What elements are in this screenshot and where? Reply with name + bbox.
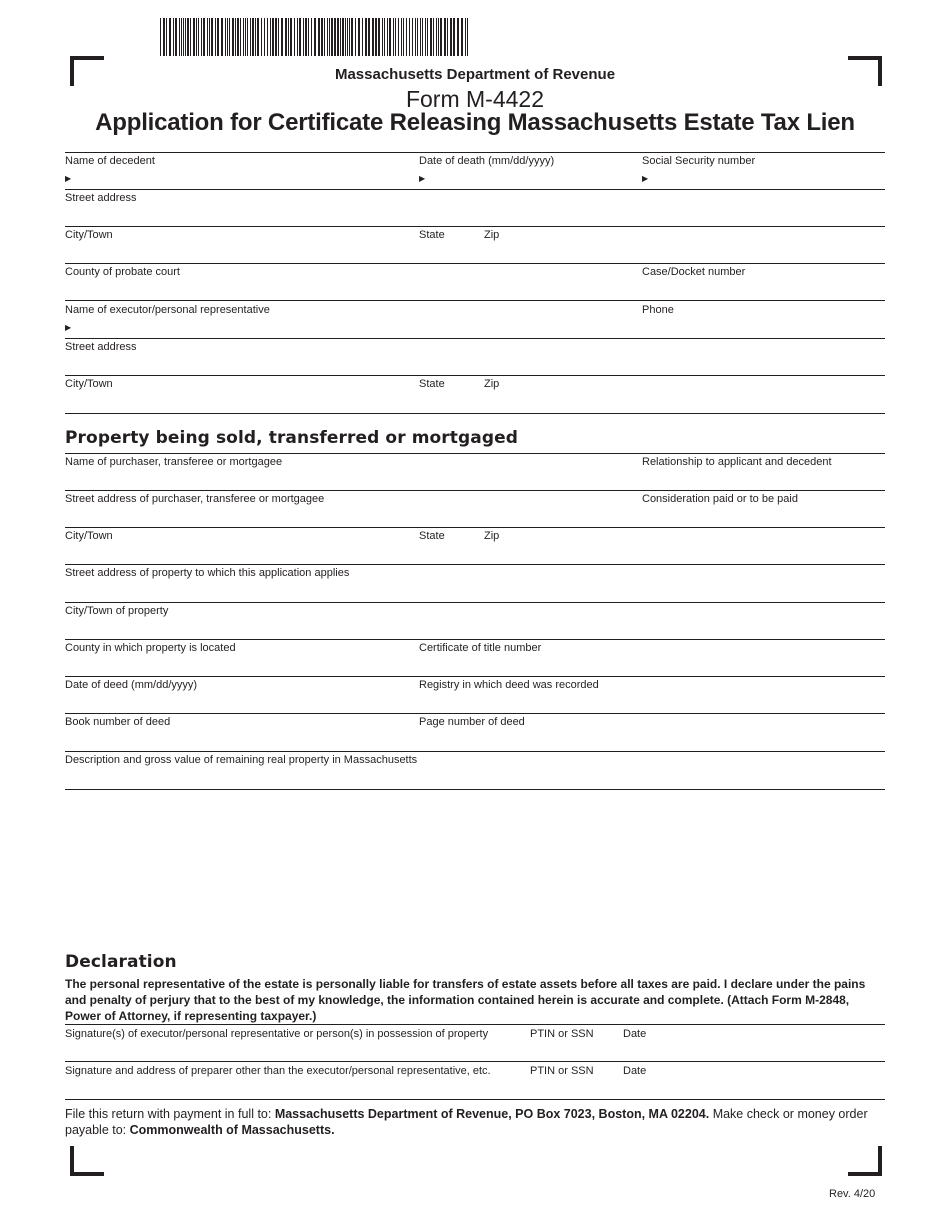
consideration-label: Consideration paid or to be paid bbox=[642, 493, 798, 505]
divider bbox=[65, 602, 885, 603]
ptin-ssn-label: PTIN or SSN bbox=[530, 1028, 594, 1040]
ssn-label: Social Security number bbox=[642, 155, 756, 167]
arrow-icon: ▶ bbox=[65, 323, 72, 332]
purchaser-state-label: State bbox=[419, 530, 445, 542]
filing-prefix: File this return with payment in full to: bbox=[65, 1107, 275, 1121]
purchaser-name-label: Name of purchaser, transferee or mortgagee bbox=[65, 456, 283, 468]
deed-date-label: Date of deed (mm/dd/yyyy) bbox=[65, 679, 198, 691]
divider bbox=[65, 1061, 885, 1062]
arrow-icon: ▶ bbox=[419, 174, 426, 183]
declaration-heading: Declaration bbox=[65, 952, 177, 972]
executor-signature-label: Signature(s) of executor/personal representative or person(s) in possession of property bbox=[65, 1028, 489, 1040]
filing-instructions bbox=[65, 1106, 885, 1138]
barcode-icon bbox=[160, 18, 470, 56]
executor-street-label: Street address bbox=[65, 341, 137, 353]
divider bbox=[65, 189, 885, 190]
divider bbox=[65, 300, 885, 301]
purchaser-street-label: Street address of purchaser, transferee or mortgagee bbox=[65, 493, 325, 505]
payee-name: Commonwealth of Massachusetts. bbox=[129, 1123, 335, 1137]
divider bbox=[65, 639, 885, 640]
arrow-icon: ▶ bbox=[642, 174, 649, 183]
divider bbox=[65, 676, 885, 677]
decedent-street-label: Street address bbox=[65, 192, 137, 204]
declaration-text: The personal representative of the estate is personally liable for transfers of estate assets before all taxes are paid. I declare under the pains and penalty of perjury that to the best of my knowledge, the information contained herein is accurate and complete. (Attach Form M-2848, Power of Attorney, if representing taxpayer.) bbox=[65, 977, 866, 1023]
form-number: Form M-4422 bbox=[405, 86, 545, 112]
divider bbox=[65, 713, 885, 714]
divider bbox=[65, 152, 885, 153]
form-title: Application for Certificate Releasing Massachusetts Estate Tax Lien bbox=[95, 109, 855, 136]
divider bbox=[65, 1024, 885, 1025]
registry-label: Registry in which deed was recorded bbox=[419, 679, 599, 691]
revision-date: Rev. 4/20 bbox=[829, 1188, 876, 1200]
department-name: Massachusetts Department of Revenue bbox=[334, 66, 616, 83]
property-street-label: Street address of property to which this application applies bbox=[65, 567, 350, 579]
preparer-ptin-label: PTIN or SSN bbox=[530, 1065, 594, 1077]
date-of-death-label: Date of death (mm/dd/yyyy) bbox=[419, 155, 555, 167]
probate-county-label: County of probate court bbox=[65, 266, 180, 278]
decedent-state-label: State bbox=[419, 229, 445, 241]
executor-name-label: Name of executor/personal representative bbox=[65, 304, 270, 316]
filing-address: Massachusetts Department of Revenue, PO Box 7023, Boston, MA 02204. bbox=[274, 1107, 710, 1121]
preparer-signature-label: Signature and address of preparer other than the executor/personal representative, etc. bbox=[65, 1065, 491, 1077]
divider bbox=[65, 564, 885, 565]
decedent-city-label: City/Town bbox=[65, 229, 113, 241]
signature-date-label: Date bbox=[623, 1028, 647, 1040]
corner-mark-bottom-left bbox=[70, 1146, 104, 1176]
divider bbox=[65, 338, 885, 339]
property-section-heading: Property being sold, transferred or mortgaged bbox=[65, 428, 519, 448]
divider bbox=[65, 226, 885, 227]
property-city-label: City/Town of property bbox=[65, 605, 169, 617]
divider bbox=[65, 413, 885, 414]
divider bbox=[65, 453, 885, 454]
divider bbox=[65, 375, 885, 376]
purchaser-zip-label: Zip bbox=[484, 530, 500, 542]
case-docket-label: Case/Docket number bbox=[642, 266, 746, 278]
property-county-label: County in which property is located bbox=[65, 642, 236, 654]
executor-phone-label: Phone bbox=[642, 304, 674, 316]
filing-middle: Make check or money order payable to: bbox=[65, 1107, 868, 1137]
divider bbox=[65, 490, 885, 491]
purchaser-city-label: City/Town bbox=[65, 530, 113, 542]
divider bbox=[65, 527, 885, 528]
arrow-icon: ▶ bbox=[65, 174, 72, 183]
property-description-label: Description and gross value of remaining real property in Massachusetts bbox=[65, 754, 418, 766]
executor-zip-label: Zip bbox=[484, 378, 500, 390]
executor-city-label: City/Town bbox=[65, 378, 113, 390]
preparer-date-label: Date bbox=[623, 1065, 647, 1077]
decedent-name-label: Name of decedent bbox=[65, 155, 155, 167]
relationship-label: Relationship to applicant and decedent bbox=[642, 456, 832, 468]
divider bbox=[65, 751, 885, 752]
divider bbox=[65, 1099, 885, 1100]
executor-state-label: State bbox=[419, 378, 445, 390]
decedent-zip-label: Zip bbox=[484, 229, 500, 241]
book-number-label: Book number of deed bbox=[65, 716, 171, 728]
page-number-label: Page number of deed bbox=[419, 716, 525, 728]
divider bbox=[65, 789, 885, 790]
certificate-title-label: Certificate of title number bbox=[419, 642, 542, 654]
corner-mark-bottom-right bbox=[848, 1146, 882, 1176]
divider bbox=[65, 263, 885, 264]
